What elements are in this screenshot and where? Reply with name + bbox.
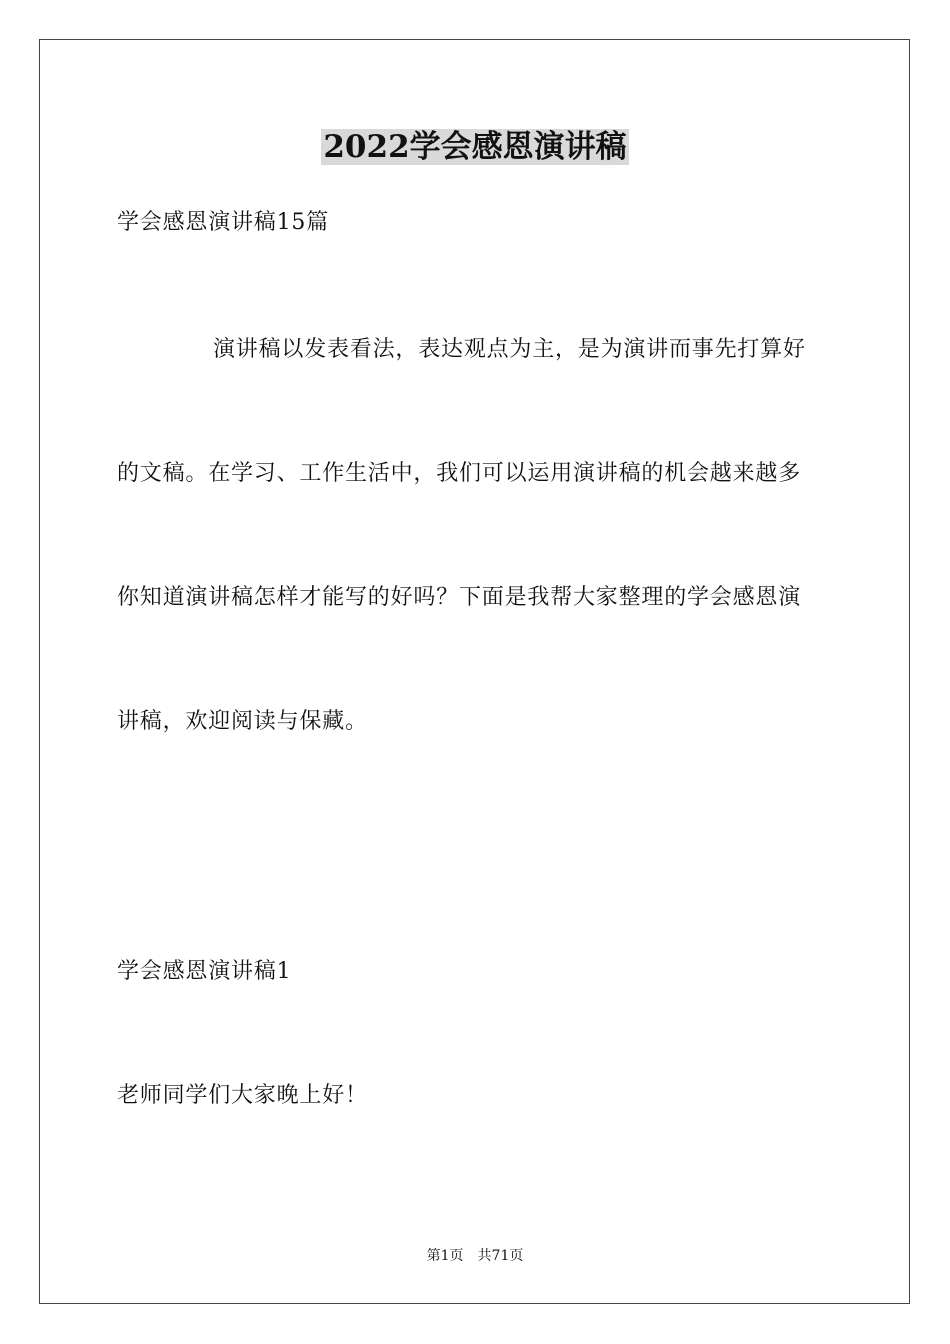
intro-paragraph-line-1: 演讲稿以发表看法，表达观点为主，是为演讲而事先打算好 bbox=[213, 337, 806, 362]
intro-paragraph-line-2: 的文稿。在学习、工作生活中，我们可以运用演讲稿的机会越来越多 bbox=[117, 461, 802, 486]
document-title bbox=[0, 125, 950, 169]
page-total: 共71页 bbox=[477, 1248, 524, 1264]
greeting-line: 老师同学们大家晚上好！ bbox=[117, 1083, 368, 1108]
section-heading: 学会感恩演讲稿1 bbox=[117, 959, 292, 984]
page-number: 第1页 bbox=[426, 1248, 464, 1264]
document-subtitle: 学会感恩演讲稿15篇 bbox=[117, 210, 329, 235]
intro-paragraph-line-3: 你知道演讲稿怎样才能写的好吗？下面是我帮大家整理的学会感恩演 bbox=[117, 585, 802, 610]
page-footer bbox=[0, 1246, 950, 1266]
intro-paragraph-line-4: 讲稿，欢迎阅读与保藏。 bbox=[117, 709, 368, 734]
document-title-text: 2022学会感恩演讲稿 bbox=[323, 129, 627, 165]
